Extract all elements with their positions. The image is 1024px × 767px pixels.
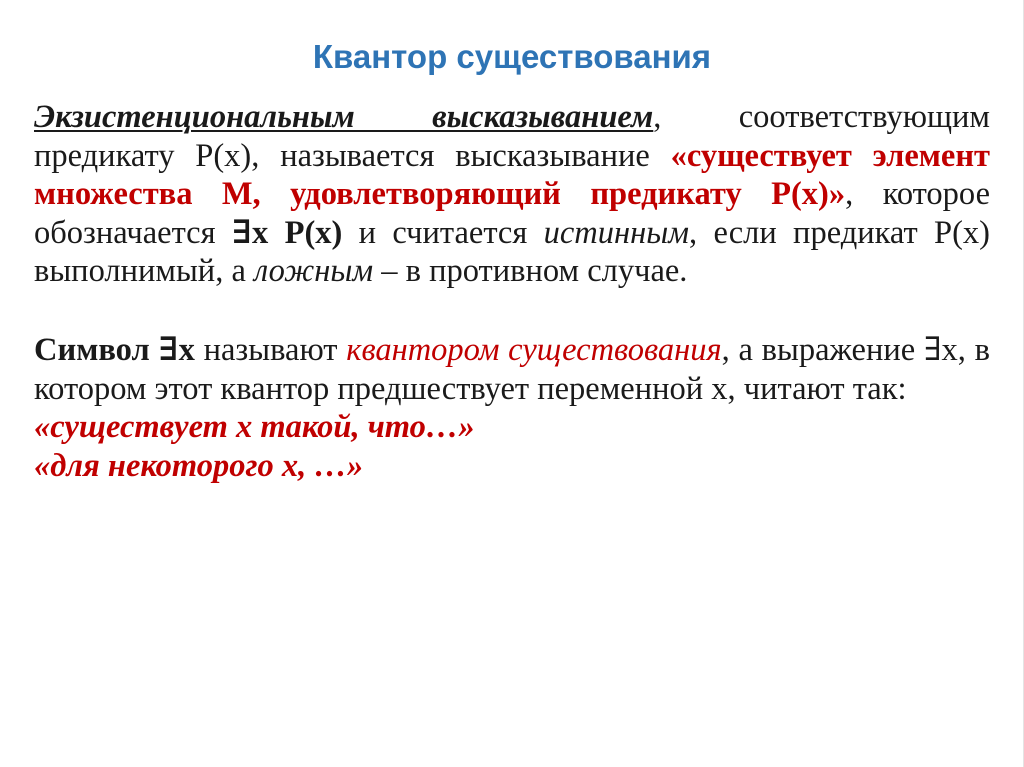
true-word: истинным bbox=[543, 214, 690, 251]
symbol-label: Символ ∃x bbox=[34, 331, 195, 368]
slide-title: Квантор существования bbox=[312, 38, 712, 75]
quantifier-name: квантором существования bbox=[346, 331, 722, 368]
symbol-text-2: , а выражение ∃x, в котором этот квантор предшествует переменной x, читают так: bbox=[34, 331, 991, 407]
symbol-section bbox=[34, 331, 990, 485]
defined-term: Экзистенциональным высказыванием bbox=[34, 99, 654, 135]
symbol-paragraph bbox=[34, 331, 990, 408]
false-word: ложным bbox=[254, 253, 374, 290]
reading-2: «для некоторого x, …» bbox=[34, 447, 364, 484]
definition-paragraph bbox=[34, 98, 990, 291]
definition-text-5: – в противном случае. bbox=[373, 253, 688, 290]
definition-text-4: , если предикат P(x) выполнимый, а bbox=[34, 214, 990, 290]
slide-body bbox=[34, 98, 990, 485]
definition-text-2: , которое обозначается bbox=[34, 176, 990, 251]
existential-notation: ∃x P(x) bbox=[231, 214, 343, 251]
definition-highlight: «существует элемент множества М, удовлетворяющий предикату P(x)» bbox=[34, 137, 991, 213]
reading-1: «существует x такой, что…» bbox=[34, 409, 475, 446]
definition-text-3: и считается bbox=[342, 214, 544, 251]
definition-comma: , bbox=[653, 99, 662, 135]
symbol-text-1: называют bbox=[194, 331, 347, 368]
definition-text-1: соответствующим предикату P(x), называется высказывание bbox=[34, 99, 990, 174]
